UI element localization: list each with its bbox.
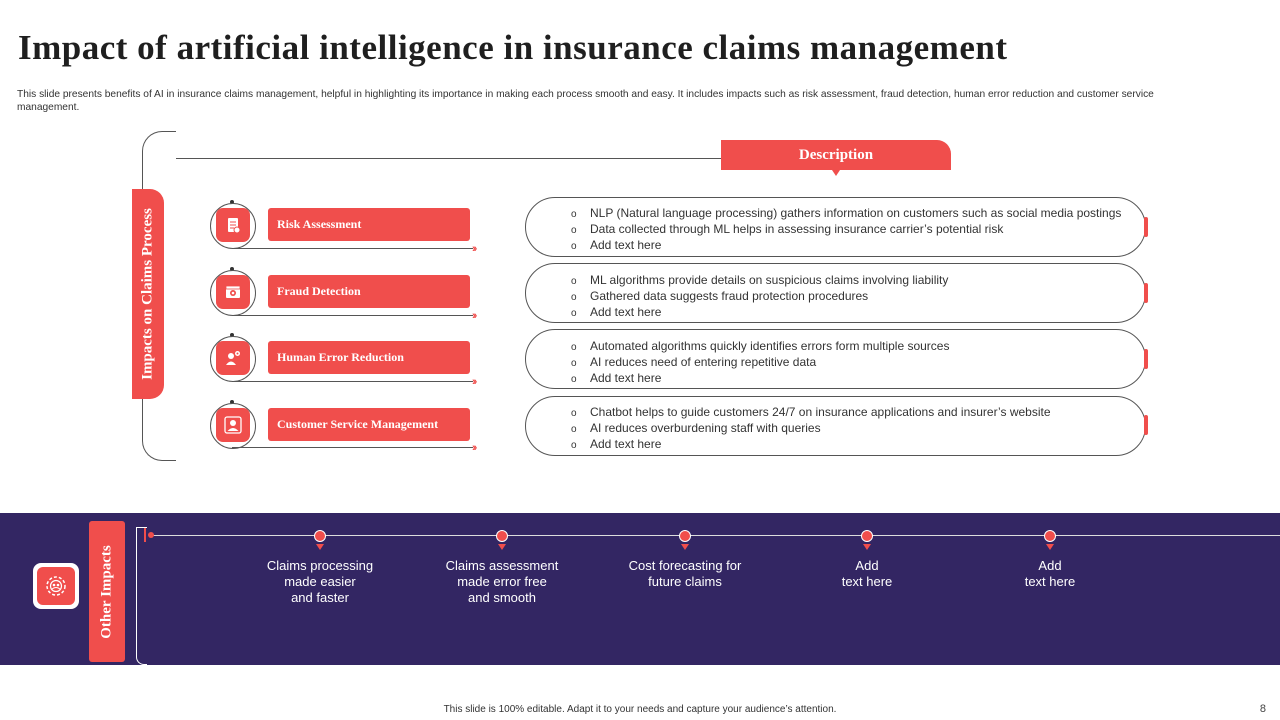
other-impacts-label <box>89 521 125 662</box>
timeline-node <box>1044 530 1056 542</box>
chevron-right-icon: ›› <box>472 442 476 454</box>
chevron-down-icon <box>316 544 324 550</box>
pill-accent <box>1144 283 1148 303</box>
timeline-text-line: made easier <box>284 574 356 589</box>
chevron-right-icon: ›› <box>472 376 476 388</box>
chevron-right-icon: ›› <box>472 310 476 322</box>
description-list: o NLP (Natural language processing) gathers information on customers such as social media postings o Data collected through ML helps in assessing insurance carrier’s potential risk o Add text here <box>571 206 1122 252</box>
description-point: Gathered data suggests fraud protection procedures <box>590 289 869 303</box>
item-label-fraud: Fraud Detection <box>268 275 470 308</box>
pill-accent <box>1144 415 1148 435</box>
other-impacts-icon-frame <box>33 563 79 609</box>
row-underline <box>232 248 473 249</box>
process-label-text: Impacts on Claims Process <box>139 208 156 380</box>
chevron-down-icon <box>681 544 689 550</box>
timeline-text-line: and smooth <box>468 590 536 605</box>
timeline-text-line: future claims <box>648 574 722 589</box>
risk-document-icon <box>216 208 250 242</box>
timeline-entry <box>427 558 577 606</box>
chevron-down-icon <box>498 544 506 550</box>
description-point: AI reduces overburdening staff with queries <box>590 421 821 435</box>
item-label-human-error: Human Error Reduction <box>268 341 470 374</box>
human-error-icon <box>216 341 250 375</box>
footer-note: This slide is 100% editable. Adapt it to your needs and capture your audience’s attention. <box>443 704 837 715</box>
description-point: AI reduces need of entering repetitive data <box>590 355 817 369</box>
timeline-start-dot <box>148 532 154 538</box>
timeline-entry <box>792 558 942 590</box>
description-point: Add text here <box>590 371 662 385</box>
description-point: Add text here <box>590 305 662 319</box>
connector-line <box>176 158 723 159</box>
pill-accent <box>1144 217 1148 237</box>
other-impacts-label-text: Other Impacts <box>98 544 115 639</box>
description-point: Add text here <box>590 437 662 451</box>
page-subtitle: This slide presents benefits of AI in insurance claims management, helpful in highlighting its importance in making each process smooth and easy. It includes impacts such as risk assessment, fraud detection, human error reduction and customer service management. <box>17 89 1154 113</box>
timeline-node <box>314 530 326 542</box>
chevron-right-icon: ›› <box>472 243 476 255</box>
row-underline <box>232 381 473 382</box>
description-point: NLP (Natural language processing) gathers information on customers such as social media postings <box>590 206 1122 220</box>
timeline-node <box>496 530 508 542</box>
timeline-text-line: text here <box>1024 574 1076 589</box>
timeline-entry <box>610 558 760 590</box>
description-point: Data collected through ML helps in assessing insurance carrier’s potential risk <box>590 222 1004 236</box>
description-arrow-icon <box>832 170 840 176</box>
timeline-entry <box>245 558 395 606</box>
timeline-text-line: Add <box>855 558 879 573</box>
timeline-entry <box>975 558 1125 590</box>
row-underline <box>232 447 473 448</box>
timeline-text-line: Cost forecasting for <box>628 558 742 573</box>
chevron-down-icon <box>1046 544 1054 550</box>
description-list: o Chatbot helps to guide customers 24/7 on insurance applications and insurer’s website o AI reduces overburdening staff with queries o Add text here <box>571 405 1051 451</box>
description-header: Description <box>721 140 951 170</box>
timeline-text-line: Add <box>1038 558 1062 573</box>
pill-accent <box>1144 349 1148 369</box>
timeline-text-line: text here <box>841 574 893 589</box>
item-label-customer-service: Customer Service Management <box>268 408 470 441</box>
process-vertical-label <box>132 189 164 399</box>
description-list: o Automated algorithms quickly identifies errors form multiple sources o AI reduces need of entering repetitive data o Add text here <box>571 339 950 385</box>
timeline-text-line: Claims assessment <box>445 558 559 573</box>
row-underline <box>232 315 473 316</box>
band-bracket-accent <box>144 528 146 542</box>
timeline-node <box>861 530 873 542</box>
gear-people-icon <box>37 567 75 605</box>
description-point: ML algorithms provide details on suspicious claims involving liability <box>590 273 949 287</box>
customer-service-icon <box>216 408 250 442</box>
timeline-text-line: and faster <box>291 590 349 605</box>
description-point: Add text here <box>590 238 662 252</box>
fraud-detection-icon <box>216 275 250 309</box>
description-list: o ML algorithms provide details on suspicious claims involving liability o Gathered data suggests fraud protection procedures o Add text here <box>571 273 949 319</box>
timeline-node <box>679 530 691 542</box>
page-title: Impact of artificial intelligence in insurance claims management <box>18 28 1008 67</box>
timeline-text-line: Claims processing <box>266 558 374 573</box>
band-bracket <box>136 527 147 665</box>
page-number: 8 <box>1259 703 1266 715</box>
timeline-text-line: made error free <box>457 574 547 589</box>
description-point: Automated algorithms quickly identifies errors form multiple sources <box>590 339 950 353</box>
chevron-down-icon <box>863 544 871 550</box>
item-label-risk: Risk Assessment <box>268 208 470 241</box>
description-point: Chatbot helps to guide customers 24/7 on insurance applications and insurer’s website <box>590 405 1051 419</box>
